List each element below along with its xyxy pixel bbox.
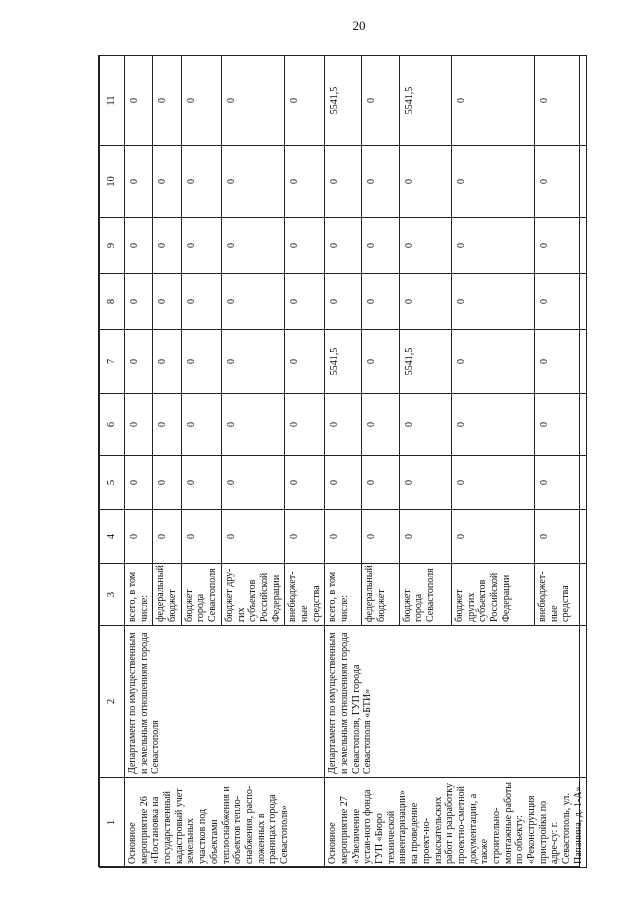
value-cell: 0: [221, 146, 284, 218]
value-cell: 0: [399, 218, 451, 274]
value-cell: 0: [125, 274, 153, 330]
value-cell: 0: [125, 456, 153, 510]
funding-source: бюджет дру-гих субъектов Российской Федерации: [221, 564, 284, 626]
value-cell: 0: [362, 330, 399, 394]
value-cell: 0: [125, 146, 153, 218]
value-cell: 0: [181, 330, 221, 394]
value-cell: 0: [285, 56, 325, 146]
column-header: 9: [100, 218, 125, 274]
responsible-executor: Департамент по имущественным и земельным отношениям города Севастополя: [125, 626, 325, 778]
value-cell: 0: [451, 394, 534, 456]
value-cell: 0: [153, 456, 181, 510]
value-cell: 0: [362, 146, 399, 218]
value-cell: 0: [153, 56, 181, 146]
funding-source: федеральный бюджет: [362, 564, 399, 626]
value-cell: 0: [181, 218, 221, 274]
value-cell: 0: [285, 456, 325, 510]
value-cell: 0: [153, 330, 181, 394]
value-cell: 0: [125, 218, 153, 274]
value-cell: 0: [221, 274, 284, 330]
value-cell: 0: [221, 330, 284, 394]
value-cell: 0: [534, 394, 586, 456]
value-cell: 0: [153, 394, 181, 456]
value-cell: 0: [181, 394, 221, 456]
value-cell: 0: [534, 56, 586, 146]
value-cell: 0: [362, 218, 399, 274]
value-cell: 0: [325, 146, 362, 218]
column-header-row: [100, 56, 125, 868]
value-cell: 0: [285, 218, 325, 274]
value-cell: 0: [451, 274, 534, 330]
value-cell: 0: [362, 56, 399, 146]
value-cell: 0: [153, 218, 181, 274]
value-cell: 0: [325, 274, 362, 330]
value-cell: 0: [534, 274, 586, 330]
value-cell: 0: [362, 394, 399, 456]
activity-description: Основное мероприятие 27 «Увеличение устав-ного фонда ГУП «Бюро технической инвентаризации» на проведение проект-но-изыскательских работ и разработку проектно-сметной документации, а также строительно-монтажные работы по объекту: «Реконструкция пристройки по адре-су: г. Севастополь, ул. Папанина, д. 1-А»: [325, 778, 587, 868]
value-cell: 0: [534, 456, 586, 510]
value-cell: 0: [399, 394, 451, 456]
column-header: 6: [100, 394, 125, 456]
value-cell: 0: [325, 510, 362, 564]
page-number: 20: [352, 18, 366, 33]
value-cell: 0: [451, 146, 534, 218]
value-cell: 0: [221, 394, 284, 456]
rotated-table-container: [99, 56, 584, 868]
value-cell: 0: [125, 394, 153, 456]
value-cell: 0: [534, 330, 586, 394]
value-cell: 0: [362, 456, 399, 510]
value-cell: 0: [221, 456, 284, 510]
value-cell: 0: [221, 56, 284, 146]
value-cell: 0: [125, 56, 153, 146]
activity-description: Основное мероприятие 26 «Постановка на государственный кадастровый учет земельных участков под объектами теплоснабжения и объектов тепло-снабжения, распо-ложенных в границах города Севастополя»: [125, 778, 325, 868]
value-cell: 0: [221, 510, 284, 564]
column-header: 10: [100, 146, 125, 218]
value-cell: 0: [399, 274, 451, 330]
value-cell: 0: [451, 330, 534, 394]
column-header: 5: [100, 456, 125, 510]
funding-source: внебюджет-ные средства: [534, 564, 586, 626]
table-row: [325, 56, 362, 868]
value-cell: 0: [153, 510, 181, 564]
value-cell: 0: [285, 146, 325, 218]
value-cell: 0: [362, 274, 399, 330]
funding-source: бюджет города Севастополя: [399, 564, 451, 626]
column-header: 1: [100, 778, 125, 868]
column-header: 7: [100, 330, 125, 394]
column-header: 2: [100, 626, 125, 778]
value-cell: 0: [181, 510, 221, 564]
value-cell: 0: [534, 218, 586, 274]
value-cell: 0: [399, 146, 451, 218]
value-cell: 0: [181, 274, 221, 330]
value-cell: 0: [399, 456, 451, 510]
value-cell: 5541,5: [399, 56, 451, 146]
value-cell: 0: [221, 218, 284, 274]
funding-source: всего, в том числе:: [325, 564, 362, 626]
value-cell: 0: [125, 330, 153, 394]
value-cell: 0: [325, 456, 362, 510]
column-header: 11: [100, 56, 125, 146]
funding-source: бюджет других субъектов Российской Федерации: [451, 564, 534, 626]
value-cell: 0: [125, 510, 153, 564]
value-cell: 0: [362, 510, 399, 564]
value-cell: 0: [181, 456, 221, 510]
value-cell: 0: [451, 510, 534, 564]
value-cell: 0: [285, 510, 325, 564]
value-cell: 0: [451, 218, 534, 274]
responsible-executor: Департамент по имущественным и земельным отношениям города Севастополя, ГУП города Севастополя «БТИ»: [325, 626, 587, 778]
value-cell: 5541,5: [325, 330, 362, 394]
budget-table-frame: [98, 55, 584, 867]
value-cell: 0: [285, 274, 325, 330]
table-row: [125, 56, 153, 868]
value-cell: 0: [325, 394, 362, 456]
column-header: 4: [100, 510, 125, 564]
budget-table: [99, 55, 587, 868]
value-cell: 0: [451, 456, 534, 510]
value-cell: 5541,5: [325, 56, 362, 146]
value-cell: 0: [285, 394, 325, 456]
funding-source: федеральный бюджет: [153, 564, 181, 626]
value-cell: 0: [399, 510, 451, 564]
value-cell: 5541,5: [399, 330, 451, 394]
value-cell: 0: [153, 274, 181, 330]
funding-source: всего, в том числе:: [125, 564, 153, 626]
funding-source: внебюджет-ные средства: [285, 564, 325, 626]
value-cell: 0: [153, 146, 181, 218]
value-cell: 0: [181, 56, 221, 146]
value-cell: 0: [325, 218, 362, 274]
value-cell: 0: [181, 146, 221, 218]
funding-source: бюджет города Севастополя: [181, 564, 221, 626]
column-header: 3: [100, 564, 125, 626]
value-cell: 0: [285, 330, 325, 394]
value-cell: 0: [534, 510, 586, 564]
value-cell: 0: [451, 56, 534, 146]
column-header: 8: [100, 274, 125, 330]
value-cell: 0: [534, 146, 586, 218]
